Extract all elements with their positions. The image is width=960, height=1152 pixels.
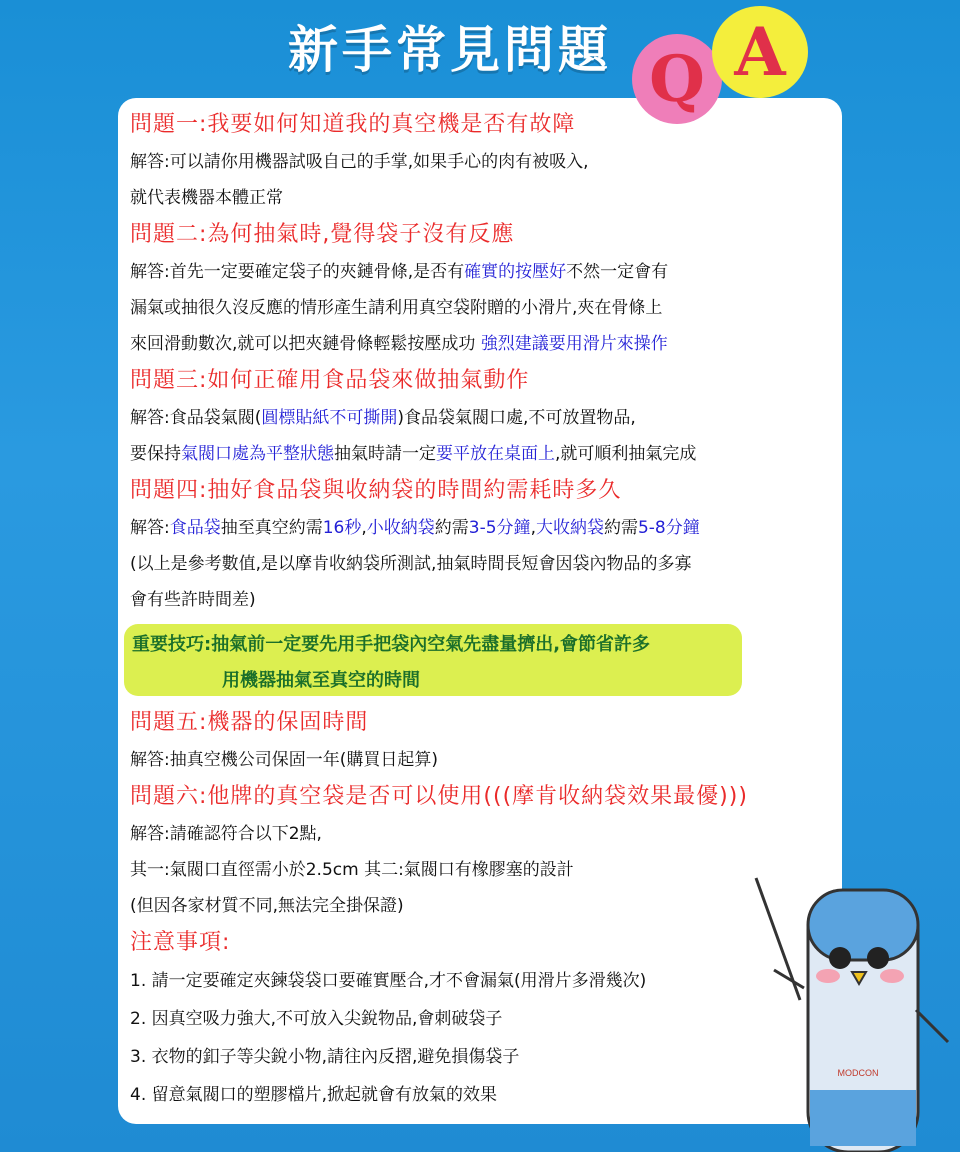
answer-line (130, 510, 850, 546)
answer-text: 就代表機器本體正常 (130, 188, 283, 208)
answer-line (130, 888, 850, 924)
tip-box (124, 624, 742, 696)
question-title: 問題一:我要如何知道我的真空機是否有故障 (130, 112, 576, 137)
question-title: 問題三:如何正確用食品袋來做抽氣動作 (130, 368, 530, 393)
mascot-icon (748, 860, 960, 1152)
answer-text: , (361, 518, 367, 538)
answer-text: , (530, 518, 536, 538)
answer-text: 漏氣或抽很久沒反應的情形產生請利用真空袋附贈的小滑片,夾在骨條上 (130, 298, 663, 318)
highlighted-text: 小收納袋 (366, 518, 435, 538)
highlighted-text: 5-8分鐘 (637, 518, 700, 538)
answer-line (130, 436, 850, 472)
highlighted-text: 16秒 (322, 518, 362, 538)
a-bubble-icon: A (712, 6, 808, 98)
faq-list (130, 106, 850, 618)
answer-line (130, 180, 850, 216)
question-title: 問題四:抽好食品袋與收納袋的時間約需耗時多久 (130, 478, 622, 503)
answer-text: 解答:食品袋氣閥( (130, 408, 262, 428)
answer-line (130, 546, 850, 582)
highlighted-text: 圓標貼紙不可撕開 (261, 408, 398, 428)
highlighted-text: 大收納袋 (535, 518, 604, 538)
faq-list-2 (130, 704, 850, 1114)
answer-line (130, 326, 850, 362)
highlighted-text: 氣閥口處為平整狀態 (181, 444, 334, 464)
tip-label: 重要技巧: (132, 634, 212, 655)
answer-text: 解答: (130, 518, 170, 538)
highlighted-text: 食品袋 (169, 518, 221, 538)
answer-text: 解答:首先一定要確定袋子的夾鏈骨條,是否有 (130, 262, 465, 282)
question-title: 問題二:為何抽氣時,覺得袋子沒有反應 (130, 222, 515, 247)
answer-text: 解答:可以請你用機器試吸自己的手掌,如果手心的肉有被吸入, (130, 152, 589, 172)
answer-line (130, 582, 850, 618)
note-item: 4. 留意氣閥口的塑膠檔片,掀起就會有放氣的效果 (130, 1085, 498, 1105)
tip-line-1: 重要技巧:抽氣前一定要先用手把袋內空氣先盡量擠出,會節省許多 (132, 634, 651, 655)
highlighted-text: 強烈建議要用滑片來操作 (480, 334, 668, 354)
answer-text: 來回滑動數次,就可以把夾鏈骨條輕鬆按壓成功 (130, 334, 481, 354)
note-item: 1. 請一定要確定夾鍊袋袋口要確實壓合,才不會漏氣(用滑片多滑幾次) (130, 971, 647, 991)
question-title: 問題五:機器的保固時間 (130, 710, 369, 735)
answer-text: 要保持 (130, 444, 181, 464)
answer-text: 會有些許時間差) (130, 590, 256, 610)
answer-line (130, 852, 850, 888)
answer-line (130, 400, 850, 436)
answer-text: 解答:抽真空機公司保固一年(購買日起算) (130, 750, 438, 770)
note-item: 2. 因真空吸力強大,不可放入尖銳物品,會刺破袋子 (130, 1009, 503, 1029)
answer-line (130, 742, 850, 778)
highlighted-text: 要平放在桌面上 (436, 444, 555, 464)
answer-text: (但因各家材質不同,無法完全掛保證) (130, 896, 404, 916)
title-bar (0, 0, 960, 100)
notes-heading: 注意事項: (130, 930, 231, 955)
highlighted-text: 確實的按壓好 (464, 262, 567, 282)
answer-text: 約需 (434, 518, 469, 538)
answer-text: 約需 (603, 518, 638, 538)
answer-line (130, 144, 850, 180)
answer-line (130, 816, 850, 852)
mascot-brand: MODCON (837, 1068, 879, 1078)
tip-line-2: 用機器抽氣至真空的時間 (222, 670, 420, 691)
answer-text: 抽氣時請一定 (334, 444, 436, 464)
answer-text: (以上是參考數值,是以摩肯收納袋所測試,抽氣時間長短會因袋內物品的多寡 (130, 554, 692, 574)
answer-text: 抽至真空約需 (220, 518, 323, 538)
answer-text: 解答:請確認符合以下2點, (130, 824, 322, 844)
answer-text: 不然一定會有 (566, 262, 669, 282)
note-item: 3. 衣物的釦子等尖銳小物,請往內反摺,避免損傷袋子 (130, 1047, 520, 1067)
question-title: 問題六:他牌的真空袋是否可以使用(((摩肯收納袋效果最優))) (130, 784, 748, 809)
highlighted-text: 3-5分鐘 (468, 518, 531, 538)
answer-text: 其一:氣閥口直徑需小於2.5cm 其二:氣閥口有橡膠塞的設計 (130, 860, 574, 880)
q-bubble-icon: Q (632, 34, 722, 124)
page-title: 新手常見問題 (288, 21, 612, 79)
answer-line (130, 254, 850, 290)
answer-text: ,就可順利抽氣完成 (555, 444, 697, 464)
answer-text: )食品袋氣閥口處,不可放置物品, (397, 408, 636, 428)
answer-line (130, 290, 850, 326)
